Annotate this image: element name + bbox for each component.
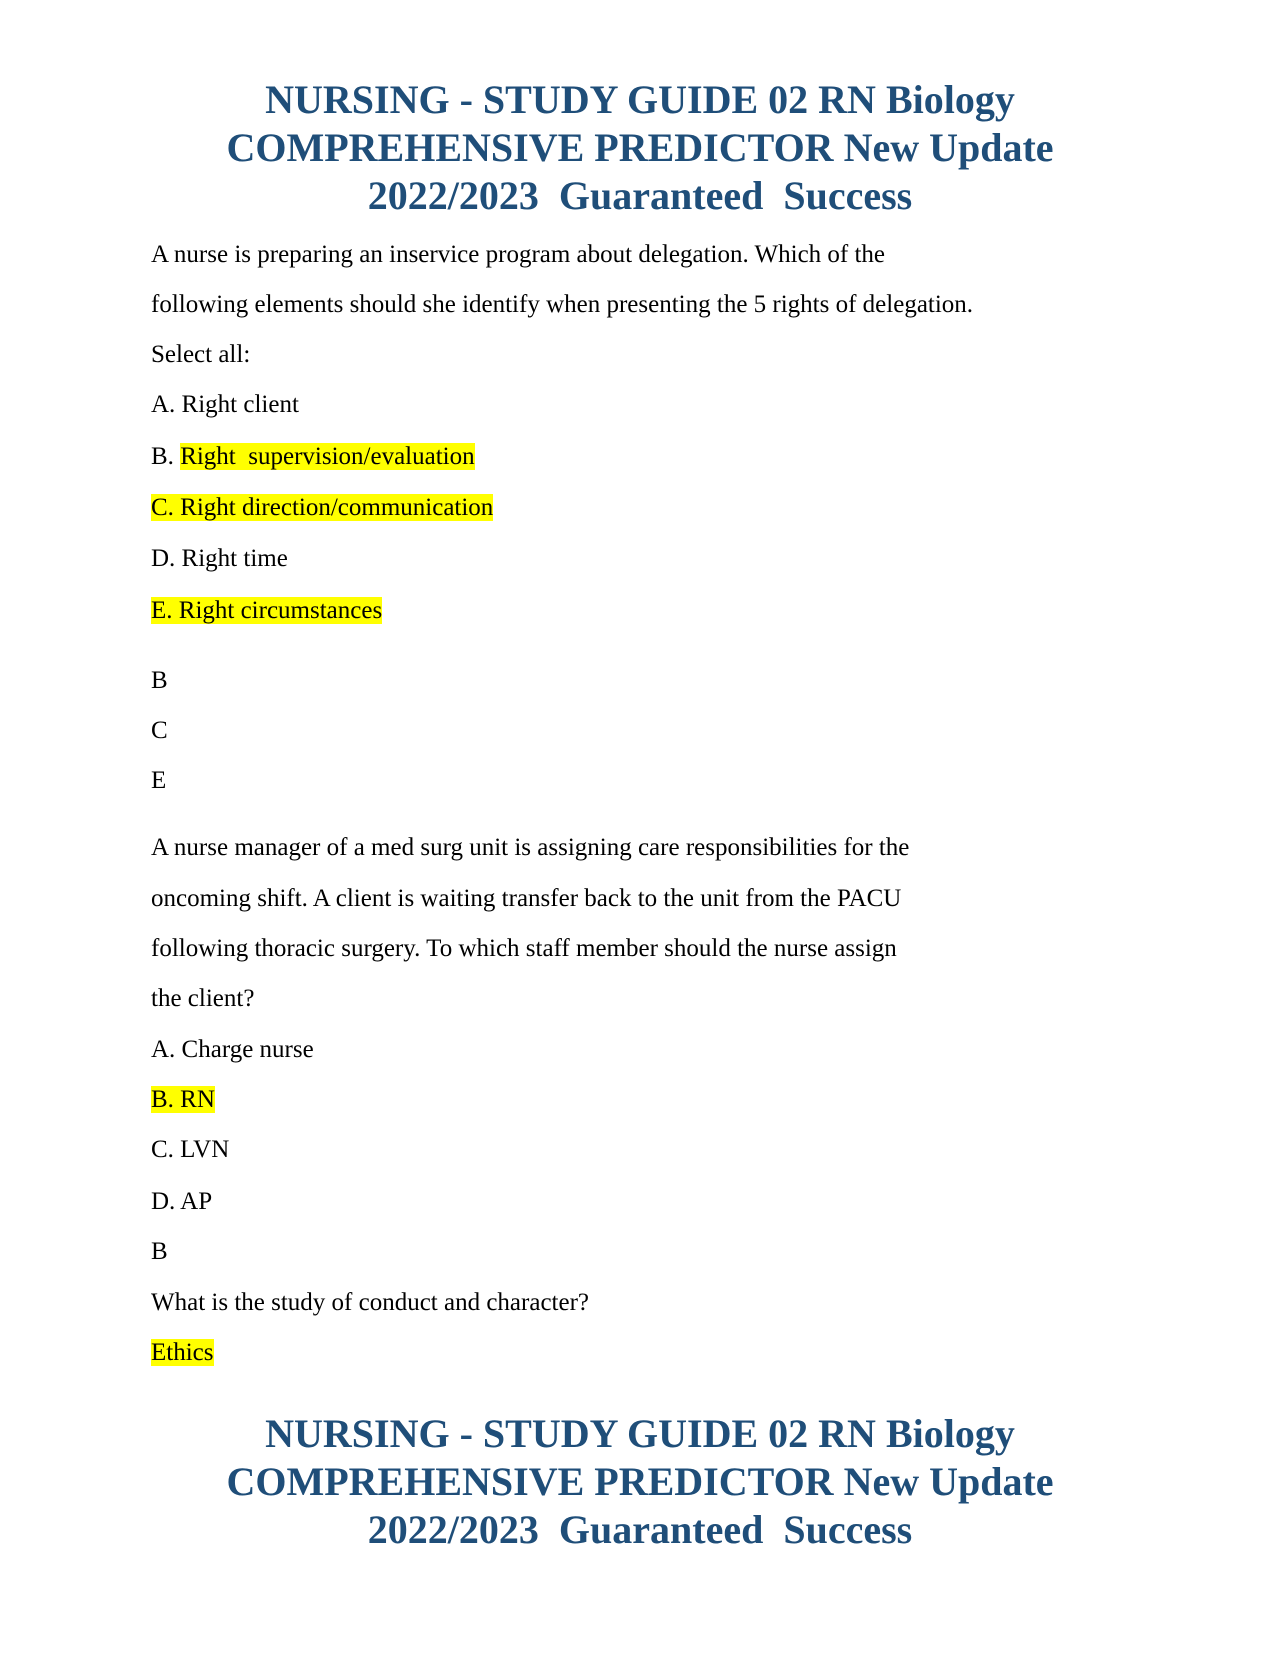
- q1-option-e: [151, 596, 382, 626]
- q1-option-c: [151, 493, 493, 523]
- q1-option-a: A. Right client: [151, 391, 299, 418]
- q2-option-b-highlight: B. RN: [151, 1086, 215, 1113]
- q3-answer-highlight: Ethics: [151, 1339, 214, 1366]
- q1-answer-1: B: [151, 667, 168, 694]
- q1-answer-2: C: [151, 717, 168, 744]
- q3-stem: What is the study of conduct and character?: [151, 1289, 590, 1316]
- footer-title-line-3: 2022/2023 Guaranteed Success: [367, 1507, 913, 1552]
- title-line-3: 2022/2023 Guaranteed Success: [367, 173, 913, 218]
- footer-title-line-1: NURSING - STUDY GUIDE 02 RN Biology: [265, 1411, 1015, 1456]
- q1-option-e-highlight: E. Right circumstances: [151, 597, 383, 624]
- page-title: [140, 76, 1140, 220]
- q2-stem-line-4: the client?: [151, 985, 255, 1012]
- q1-answer-3: E: [151, 767, 167, 794]
- q2-stem-line-1: A nurse manager of a med surg unit is assigning care responsibilities for the: [151, 834, 910, 861]
- q1-stem-line-2: following elements should she identify when presenting the 5 rights of delegation.: [151, 291, 974, 318]
- title-line-2: COMPREHENSIVE PREDICTOR New Update: [226, 125, 1054, 170]
- q3-answer: [151, 1338, 214, 1368]
- page-footer-title: [140, 1410, 1140, 1554]
- q2-option-b: [151, 1085, 215, 1115]
- q1-option-c-highlight: C. Right direction/communication: [151, 494, 494, 521]
- q2-answer: B: [151, 1238, 168, 1265]
- q1-stem-line-3: Select all:: [151, 341, 251, 368]
- title-line-1: NURSING - STUDY GUIDE 02 RN Biology: [265, 77, 1015, 122]
- q1-option-d: D. Right time: [151, 545, 288, 572]
- q1-option-b-prefix: B.: [151, 443, 181, 470]
- q2-stem-line-2: oncoming shift. A client is waiting transfer back to the unit from the PACU: [151, 885, 902, 912]
- q1-option-b: [151, 442, 475, 472]
- footer-title-line-2: COMPREHENSIVE PREDICTOR New Update: [226, 1459, 1054, 1504]
- q2-option-d: D. AP: [151, 1188, 213, 1215]
- q2-stem-line-3: following thoracic surgery. To which staff member should the nurse assign: [151, 935, 897, 962]
- q1-stem-line-1: A nurse is preparing an inservice program about delegation. Which of the: [151, 241, 886, 268]
- q2-option-a: A. Charge nurse: [151, 1036, 314, 1063]
- q1-option-b-highlight: Right supervision/evaluation: [180, 443, 475, 470]
- q2-option-c: C. LVN: [151, 1136, 230, 1163]
